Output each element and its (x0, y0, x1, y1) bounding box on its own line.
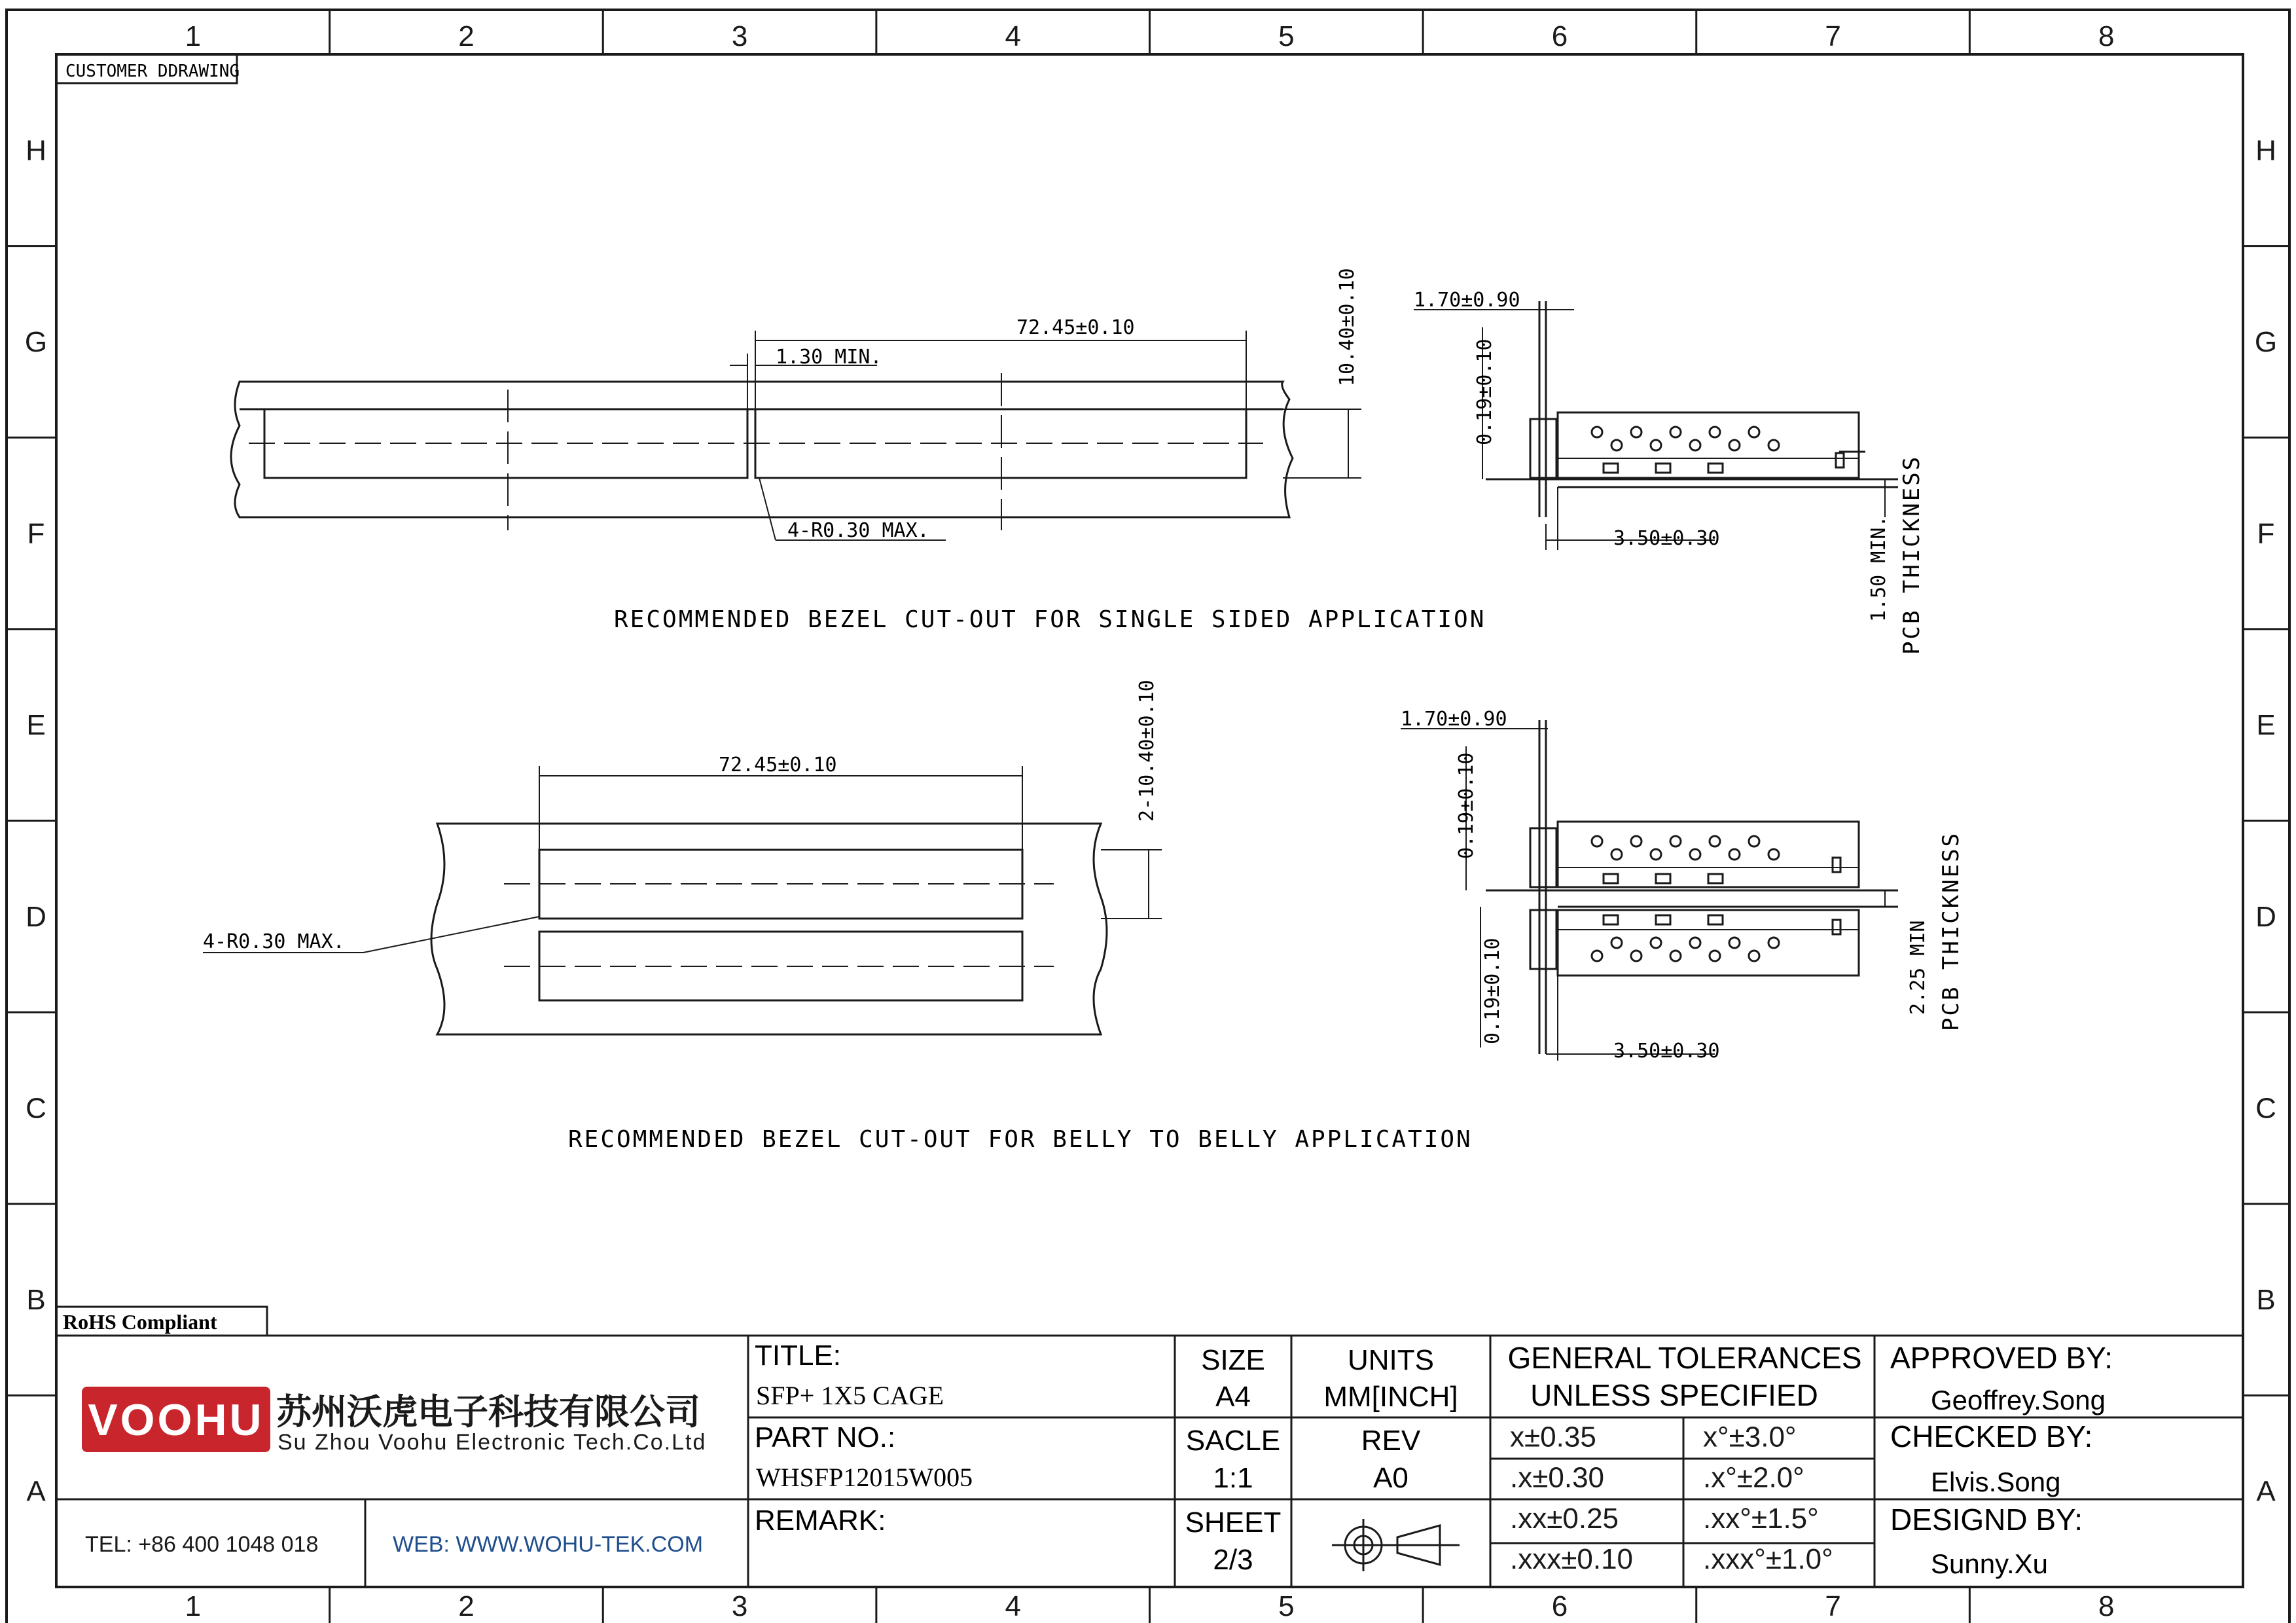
scale-value: 1:1 (1213, 1462, 1253, 1494)
size-label: SIZE (1201, 1344, 1265, 1376)
approved-label: APPROVED BY: (1890, 1341, 2113, 1375)
zone-row-label: G (2254, 325, 2278, 358)
belly-radius-note: 4-R0.30 MAX. (203, 930, 345, 953)
scale-label: SACLE (1185, 1425, 1281, 1457)
rev-label: REV (1361, 1425, 1421, 1457)
designed-label: DESIGND BY: (1890, 1503, 2083, 1537)
single-min-dim: 1.30 MIN. (776, 346, 882, 369)
single-bottom-dim: 3.50±0.30 (1613, 527, 1720, 550)
rohs-label: RoHS Compliant (63, 1310, 217, 1334)
zone-row-label: E (26, 709, 46, 742)
zone-row-label: B (2256, 1284, 2276, 1317)
approved-value: Geoffrey.Song (1931, 1385, 2106, 1415)
customer-drawing-label: CUSTOMER DDRAWING (65, 62, 240, 81)
zone-column-label: 1 (185, 20, 202, 52)
belly-height-dim: 2-10.40±0.10 (1136, 680, 1158, 822)
belly-caption: RECOMMENDED BEZEL CUT-OUT FOR BELLY TO BELLY APPLICATION (568, 1126, 1473, 1153)
zone-column-label: 7 (1825, 1590, 1841, 1622)
company-name-cn: 苏州沃虎电子科技有限公司 (276, 1393, 700, 1432)
belly-top-dim: 1.70±0.90 (1401, 708, 1507, 731)
title-value: SFP+ 1X5 CAGE (756, 1381, 944, 1410)
zone-row-label: E (2256, 709, 2276, 742)
zone-column-label: 3 (731, 20, 748, 52)
company-name-en: Su Zhou Voohu Electronic Tech.Co.Ltd (278, 1430, 707, 1455)
zone-column-label: 2 (458, 1590, 475, 1622)
single-radius-note: 4-R0.30 MAX. (787, 519, 929, 542)
zone-row-label: D (26, 900, 46, 933)
zone-column-label: 7 (1825, 20, 1841, 52)
rev-value: A0 (1373, 1462, 1408, 1494)
zone-row-label: D (2255, 900, 2276, 933)
zone-column-label: 8 (2098, 1590, 2115, 1622)
zone-row-label: G (24, 325, 48, 358)
tolerance-cell: x°±3.0° (1703, 1421, 1797, 1453)
single-height-dim: 10.40±0.10 (1336, 268, 1359, 386)
company-tel: TEL: +86 400 1048 018 (85, 1532, 319, 1557)
tolerances-title-2: UNLESS SPECIFIED (1530, 1378, 1818, 1412)
tolerance-cell: .xx±0.25 (1510, 1502, 1619, 1535)
tolerance-cell: .x±0.30 (1510, 1461, 1605, 1494)
single-caption: RECOMMENDED BEZEL CUT-OUT FOR SINGLE SIDED APPLICATION (614, 606, 1486, 633)
single-pcb-min: 1.50 MIN. (1867, 515, 1890, 622)
zone-column-label: 6 (1551, 1590, 1568, 1622)
belly-left-dim-bottom: 0.19±0.10 (1481, 938, 1504, 1044)
zone-column-label: 6 (1551, 20, 1568, 52)
zone-column-label: 3 (731, 1590, 748, 1622)
zone-column-label: 1 (185, 1590, 202, 1622)
logo-text: VOOHU (88, 1395, 264, 1445)
sheet-label: SHEET (1185, 1506, 1282, 1539)
zone-row-label: F (27, 517, 45, 550)
tolerances-title-1: GENERAL TOLERANCES (1507, 1341, 1862, 1375)
belly-width-dim: 72.45±0.10 (719, 754, 837, 776)
belly-bottom-dim: 3.50±0.30 (1613, 1040, 1720, 1063)
single-left-dim: 0.19±0.10 (1473, 338, 1496, 445)
zone-column-label: 8 (2098, 20, 2115, 52)
zone-column-label: 4 (1005, 20, 1021, 52)
belly-left-dim-top: 0.19±0.10 (1455, 752, 1478, 859)
zone-row-label: F (2257, 517, 2275, 550)
tolerance-cell: .x°±2.0° (1703, 1461, 1804, 1494)
title-label: TITLE: (755, 1340, 842, 1372)
zone-row-label: A (2256, 1475, 2276, 1508)
zone-column-label: 5 (1278, 20, 1295, 52)
remark-label: REMARK: (755, 1504, 886, 1537)
zone-column-label: 5 (1278, 1590, 1295, 1622)
checked-label: CHECKED BY: (1890, 1419, 2093, 1453)
designed-value: Sunny.Xu (1931, 1548, 2049, 1579)
part-label: PART NO.: (755, 1421, 896, 1453)
single-top-dim: 1.70±0.90 (1414, 289, 1520, 312)
zone-row-label: A (26, 1475, 46, 1508)
tolerance-cell: .xxx°±1.0° (1703, 1543, 1833, 1575)
tolerance-cell: .xxx±0.10 (1510, 1543, 1634, 1575)
single-width-dim: 72.45±0.10 (1016, 316, 1135, 339)
zone-row-label: B (26, 1284, 46, 1317)
units-value: MM[INCH] (1323, 1381, 1458, 1413)
zone-row-label: H (26, 134, 46, 167)
units-label: UNITS (1348, 1344, 1434, 1376)
sheet-value: 2/3 (1213, 1544, 1253, 1576)
zone-row-label: C (2255, 1092, 2276, 1125)
tolerance-cell: .xx°±1.5° (1703, 1502, 1819, 1535)
zone-column-label: 4 (1005, 1590, 1021, 1622)
zone-row-label: H (2255, 134, 2276, 167)
checked-value: Elvis.Song (1931, 1467, 2061, 1497)
belly-pcb-label: PCB THICKNESS (1938, 831, 1964, 1031)
zone-row-label: C (26, 1092, 46, 1125)
company-web: WEB: WWW.WOHU-TEK.COM (393, 1532, 704, 1557)
belly-pcb-min: 2.25 MIN (1907, 920, 1929, 1015)
zone-column-label: 2 (458, 20, 475, 52)
single-pcb-label: PCB THICKNESS (1899, 454, 1925, 655)
tolerance-cell: x±0.35 (1510, 1421, 1596, 1453)
part-value: WHSFP12015W005 (756, 1463, 973, 1492)
size-value: A4 (1215, 1381, 1251, 1413)
